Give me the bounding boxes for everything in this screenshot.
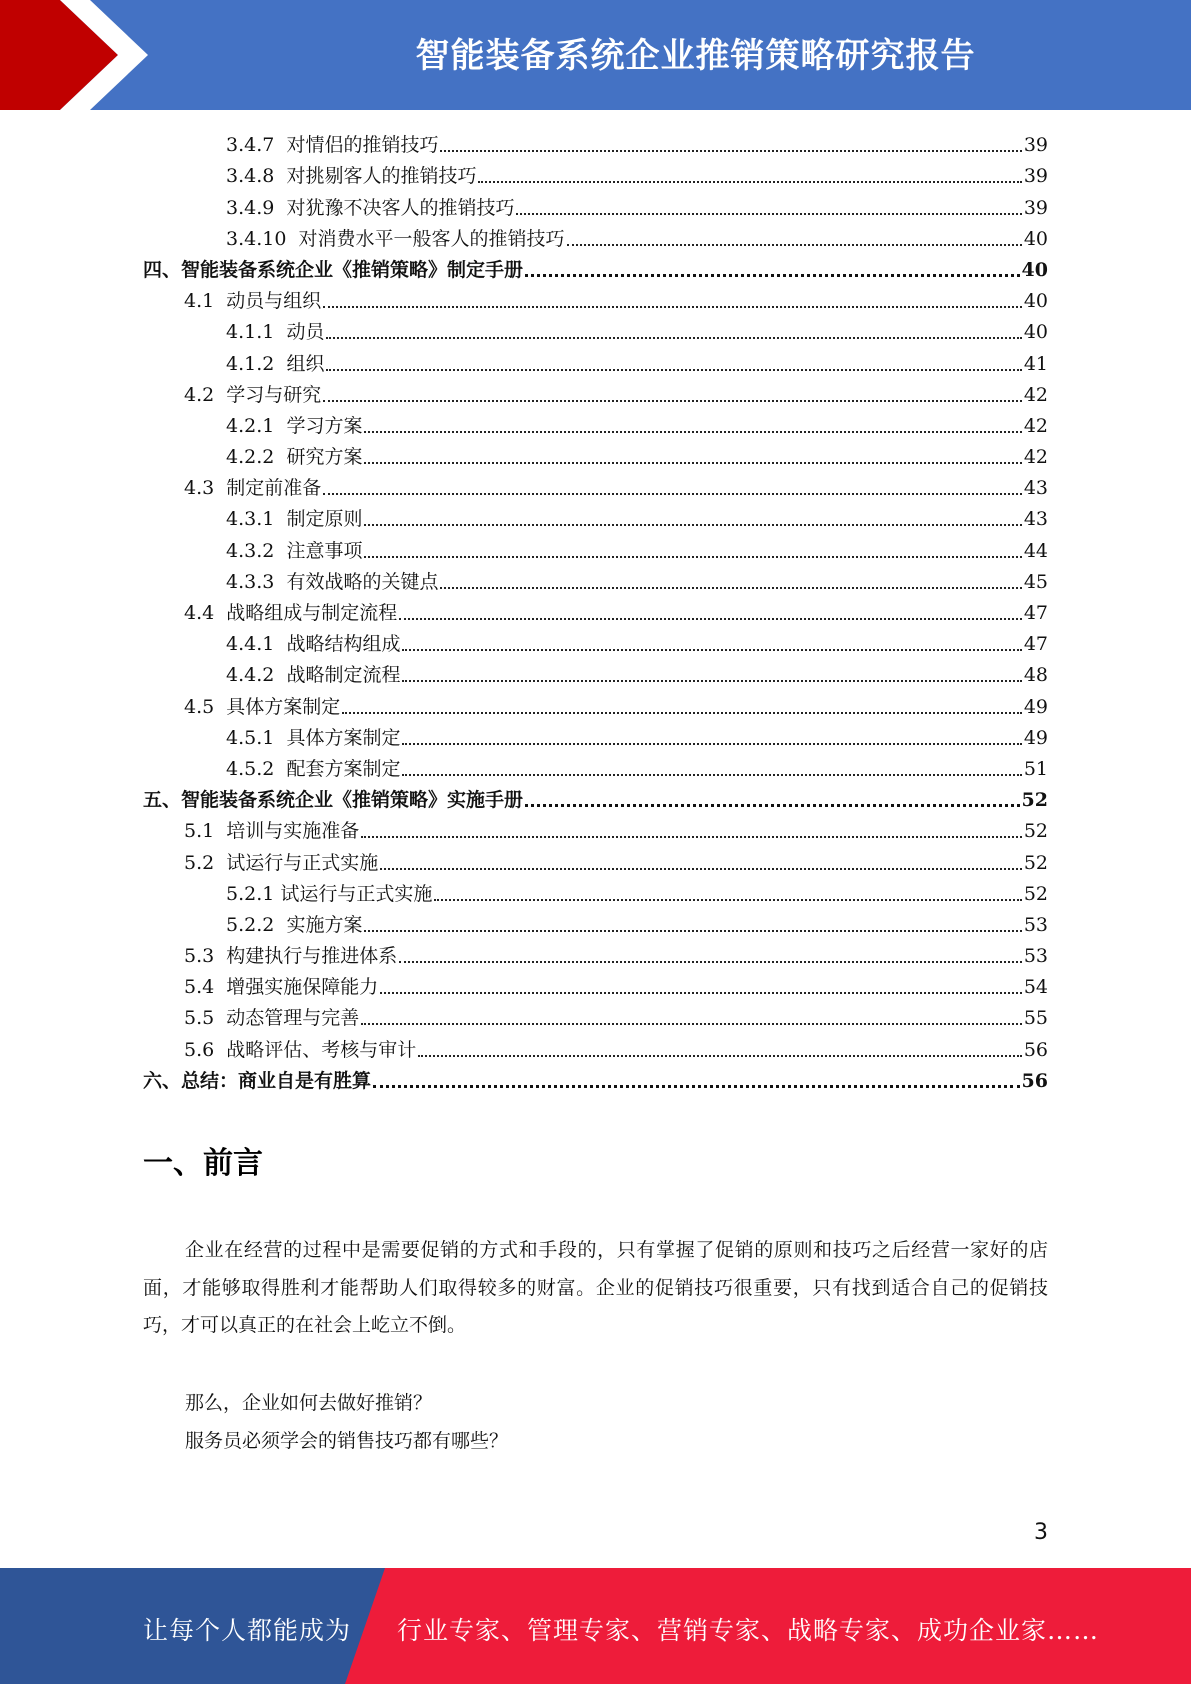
toc-entry-page: 47 <box>1023 633 1048 656</box>
toc-entry-number: 4.4 <box>184 602 227 624</box>
question-line: 那么，企业如何去做好推销？ <box>185 1392 433 1414</box>
toc-entry-title: 组织 <box>286 352 325 375</box>
toc-leader-dots <box>364 930 1021 932</box>
toc-entry-number: 5.6 <box>184 1038 227 1061</box>
toc-entry-page: 39 <box>1023 196 1048 219</box>
toc-entry[interactable] <box>143 1032 1048 1063</box>
intro-paragraph: 企业在经营的过程中是需要促销的方式和手段的，只有掌握了促销的原则和技巧之后经营一家好的店面，才能够取得胜利才能帮助人们取得较多的财富。企业的促销技巧很重要，只有找到适合自己的促销技巧，才可以真正的在社会上屹立不倒。 <box>143 1239 1048 1336</box>
toc-entry-title: 战略评估、考核与审计 <box>226 1038 417 1061</box>
toc-leader-dots <box>364 431 1021 433</box>
toc-entry-page: 52 <box>1023 851 1048 874</box>
toc-entry-title: 试运行与正式实施 <box>280 882 433 905</box>
toc-entry-page: 51 <box>1023 757 1048 780</box>
toc-leader-dots <box>418 1055 1022 1057</box>
toc-entry[interactable] <box>143 845 1048 876</box>
toc-leader-dots <box>402 680 1021 682</box>
toc-entry[interactable] <box>143 1064 1048 1095</box>
toc-entry-title: 配套方案制定 <box>286 757 401 780</box>
toc-entry[interactable] <box>143 440 1048 471</box>
toc-leader-dots <box>440 150 1021 152</box>
page-header <box>0 0 1191 110</box>
toc-entry-number: 3.4.7 <box>226 134 287 157</box>
toc-entry-number: 5.1 <box>184 820 227 843</box>
toc-entry[interactable] <box>143 814 1048 845</box>
toc-entry-number: 4.5 <box>184 695 227 718</box>
toc-entry-title: 增强实施保障能力 <box>226 976 379 999</box>
table-of-contents <box>143 128 1048 1095</box>
toc-entry[interactable] <box>143 752 1048 783</box>
toc-entry[interactable] <box>143 658 1048 689</box>
toc-entry-title: 制定前准备 <box>226 477 322 500</box>
toc-entry-title: 具体方案制定 <box>286 726 401 749</box>
toc-leader-dots <box>326 337 1021 339</box>
toc-entry-page: 47 <box>1023 602 1048 624</box>
toc-entry[interactable] <box>143 627 1048 658</box>
toc-entry-number: 3.4.8 <box>226 165 287 188</box>
toc-entry-title: 有效战略的关键点 <box>286 570 439 593</box>
toc-leader-dots <box>323 400 1022 402</box>
toc-entry-title: 研究方案 <box>286 446 363 469</box>
toc-entry-title: 四、智能装备系统企业《推销策略》制定手册 <box>143 258 524 281</box>
toc-entry-page: 44 <box>1023 539 1048 562</box>
toc-entry[interactable] <box>143 128 1048 159</box>
toc-leader-dots <box>399 961 1022 963</box>
toc-entry-page: 40 <box>1023 321 1048 344</box>
toc-entry[interactable] <box>143 908 1048 939</box>
toc-entry-page: 39 <box>1023 165 1048 188</box>
toc-entry-page: 49 <box>1023 726 1048 749</box>
toc-entry[interactable] <box>143 378 1048 409</box>
toc-leader-dots <box>380 868 1022 870</box>
toc-entry-title: 实施方案 <box>286 913 363 936</box>
toc-entry-title: 战略制定流程 <box>286 664 401 687</box>
toc-entry-number: 5.2.1 <box>226 882 281 905</box>
toc-entry-page: 43 <box>1023 477 1048 500</box>
toc-entry-number: 4.5.1 <box>226 726 287 749</box>
toc-entry-title: 对情侣的推销技巧 <box>286 134 439 157</box>
toc-leader-dots <box>434 899 1021 901</box>
toc-entry[interactable] <box>143 721 1048 752</box>
toc-entry-page: 40 <box>1023 290 1048 313</box>
header-red-arrow-decoration <box>0 0 200 110</box>
toc-leader-dots <box>323 493 1022 495</box>
toc-entry[interactable] <box>143 596 1048 627</box>
toc-entry-page: 49 <box>1023 695 1048 718</box>
toc-leader-dots <box>525 274 1020 277</box>
toc-leader-dots <box>364 462 1021 464</box>
toc-entry-page: 45 <box>1023 570 1048 593</box>
toc-leader-dots <box>342 712 1022 714</box>
question-line: 服务员必须学会的销售技巧都有哪些？ <box>185 1430 509 1452</box>
toc-leader-dots <box>364 556 1021 558</box>
toc-entry-number: 4.3.3 <box>226 570 287 593</box>
toc-entry-number: 4.3 <box>184 477 227 500</box>
section-heading: 一、前言 <box>143 1146 263 1181</box>
toc-entry-title: 学习与研究 <box>226 383 322 406</box>
toc-entry-title: 对消费水平一般客人的推销技巧 <box>298 227 565 250</box>
page-footer <box>0 1568 1191 1684</box>
toc-entry[interactable] <box>143 284 1048 315</box>
toc-entry-page: 42 <box>1023 383 1048 406</box>
toc-entry[interactable] <box>143 502 1048 533</box>
toc-entry-page: 39 <box>1023 134 1048 157</box>
toc-entry[interactable] <box>143 970 1048 1001</box>
toc-entry-page: 40 <box>1021 258 1048 281</box>
footer-slogan-left: 让每个人都能成为 <box>143 1616 352 1645</box>
toc-entry-title: 五、智能装备系统企业《推销策略》实施手册 <box>143 789 524 812</box>
toc-entry-title: 制定原则 <box>286 508 363 531</box>
footer-slogan-right: 行业专家、管理专家、营销专家、战略专家、成功企业家…… <box>397 1616 1100 1645</box>
toc-entry-title: 动员与组织 <box>226 290 322 313</box>
toc-leader-dots <box>380 992 1022 994</box>
toc-entry[interactable] <box>143 190 1048 221</box>
toc-entry-number: 4.4.2 <box>226 664 287 687</box>
toc-entry-page: 42 <box>1023 446 1048 469</box>
toc-entry-page: 56 <box>1023 1038 1048 1061</box>
toc-entry-page: 52 <box>1023 820 1048 843</box>
toc-entry-title: 战略结构组成 <box>286 633 401 656</box>
toc-leader-dots <box>361 836 1022 838</box>
toc-leader-dots <box>326 369 1021 371</box>
toc-entry-page: 42 <box>1023 414 1048 437</box>
toc-entry-title: 试运行与正式实施 <box>226 851 379 874</box>
toc-leader-dots <box>516 213 1021 215</box>
toc-entry-page: 55 <box>1023 1007 1048 1030</box>
toc-leader-dots <box>567 244 1022 246</box>
toc-leader-dots <box>323 306 1022 308</box>
toc-entry-page: 43 <box>1023 508 1048 531</box>
toc-leader-dots <box>478 181 1021 183</box>
toc-entry-number: 4.1.1 <box>226 321 287 344</box>
toc-entry[interactable] <box>143 315 1048 346</box>
toc-entry-number: 4.3.1 <box>226 508 287 531</box>
toc-entry-title: 对挑剔客人的推销技巧 <box>286 165 477 188</box>
toc-entry[interactable] <box>143 783 1048 814</box>
toc-entry[interactable] <box>143 533 1048 564</box>
toc-leader-dots <box>402 743 1021 745</box>
toc-entry-title: 动态管理与完善 <box>226 1007 360 1030</box>
toc-entry-page: 54 <box>1023 976 1048 999</box>
toc-entry-number: 5.4 <box>184 976 227 999</box>
toc-entry-title: 培训与实施准备 <box>226 820 360 843</box>
toc-entry-page: 52 <box>1023 882 1048 905</box>
toc-leader-dots <box>361 1023 1022 1025</box>
toc-entry-number: 4.2 <box>184 383 227 406</box>
toc-entry-title: 战略组成与制定流程 <box>226 602 398 624</box>
toc-entry-title: 构建执行与推进体系 <box>226 945 398 968</box>
toc-entry-number: 4.4.1 <box>226 633 287 656</box>
toc-entry-title: 动员 <box>286 321 325 344</box>
page-number: 3 <box>1034 1520 1048 1545</box>
toc-entry-page: 52 <box>1021 789 1048 812</box>
header-title: 智能装备系统企业推销策略研究报告 <box>415 36 976 76</box>
toc-entry-title: 对犹豫不决客人的推销技巧 <box>286 196 515 219</box>
toc-entry-number: 3.4.9 <box>226 196 287 219</box>
toc-entry-number: 4.1.2 <box>226 352 287 375</box>
toc-entry[interactable] <box>143 877 1048 908</box>
toc-entry-title: 六、总结：商业自是有胜算 <box>143 1069 372 1092</box>
toc-entry-title: 学习方案 <box>286 414 363 437</box>
toc-leader-dots <box>373 1085 1020 1088</box>
toc-entry[interactable] <box>143 471 1048 502</box>
toc-entry-number: 4.1 <box>184 290 227 313</box>
toc-entry[interactable] <box>143 689 1048 720</box>
toc-leader-dots <box>402 649 1021 651</box>
toc-entry-title: 具体方案制定 <box>226 695 341 718</box>
toc-entry-page: 53 <box>1023 945 1048 968</box>
toc-entry-page: 48 <box>1023 664 1048 687</box>
toc-entry-number: 4.2.2 <box>226 446 287 469</box>
toc-leader-dots <box>525 804 1020 807</box>
toc-entry-page: 53 <box>1023 913 1048 936</box>
toc-entry-number: 4.2.1 <box>226 414 287 437</box>
toc-entry[interactable] <box>143 939 1048 970</box>
toc-entry[interactable] <box>143 222 1048 253</box>
toc-entry-number: 4.3.2 <box>226 539 287 562</box>
toc-entry-page: 56 <box>1021 1069 1048 1092</box>
toc-entry[interactable] <box>143 253 1048 284</box>
toc-entry-number: 5.2 <box>184 851 227 874</box>
toc-leader-dots <box>440 587 1021 589</box>
toc-entry[interactable] <box>143 565 1048 596</box>
toc-entry-number: 5.2.2 <box>226 913 287 936</box>
toc-entry-number: 4.5.2 <box>226 757 287 780</box>
toc-entry-number: 5.3 <box>184 945 227 968</box>
toc-entry-number: 5.5 <box>184 1007 227 1030</box>
toc-leader-dots <box>399 618 1022 620</box>
toc-entry-page: 41 <box>1023 352 1048 375</box>
toc-entry[interactable] <box>143 346 1048 377</box>
toc-entry[interactable] <box>143 159 1048 190</box>
toc-entry-title: 注意事项 <box>286 539 363 562</box>
toc-entry-page: 40 <box>1023 227 1048 250</box>
toc-leader-dots <box>364 524 1021 526</box>
toc-entry-number: 3.4.10 <box>226 227 299 250</box>
toc-entry[interactable] <box>143 1001 1048 1032</box>
toc-leader-dots <box>402 774 1021 776</box>
toc-entry[interactable] <box>143 409 1048 440</box>
